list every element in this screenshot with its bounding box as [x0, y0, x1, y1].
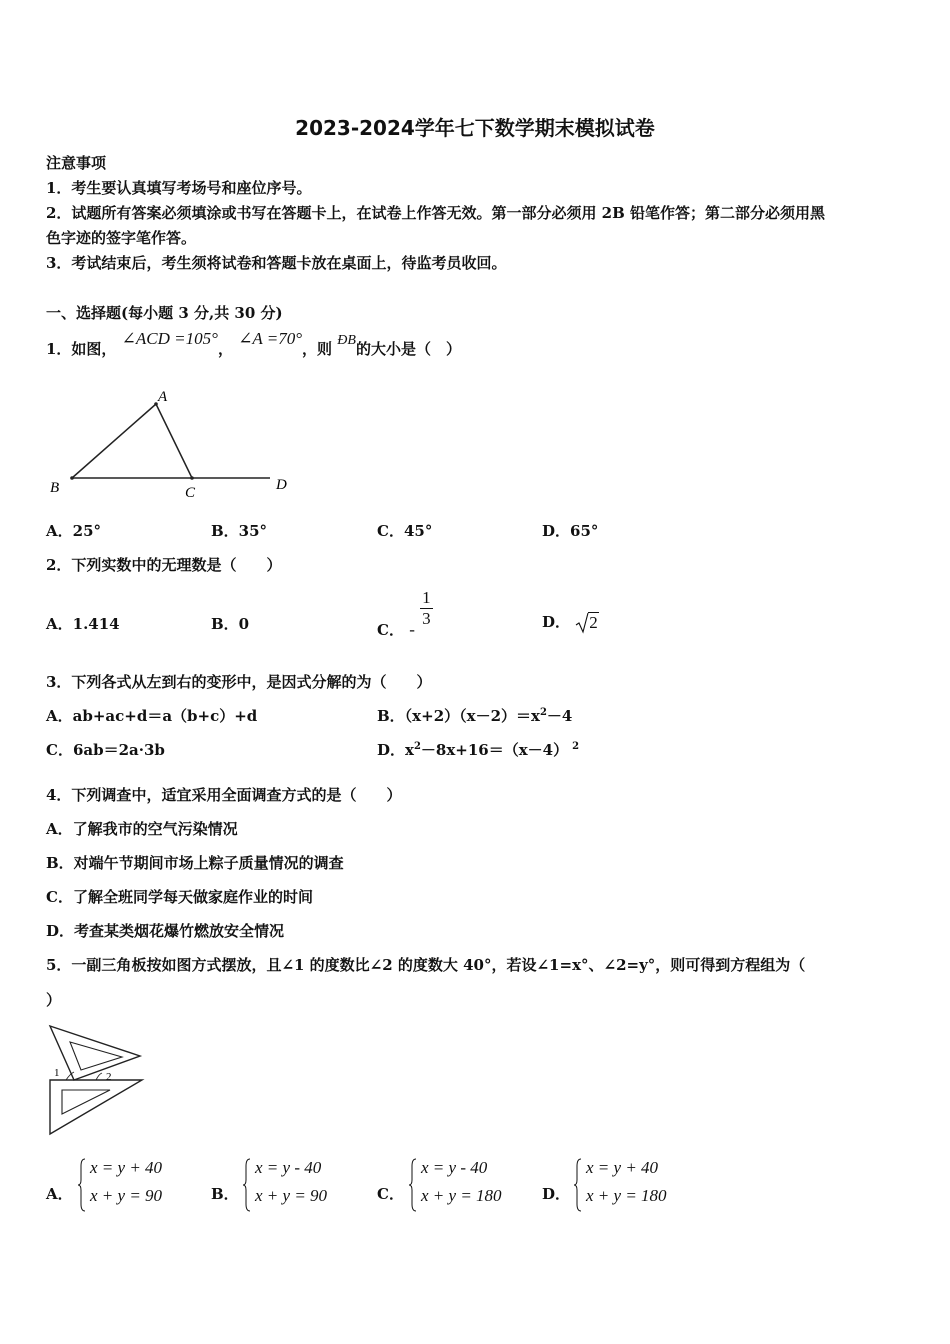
q3-option-d-tail: －8x+16＝（x－4） [420, 741, 569, 759]
q1-label-c: C [185, 485, 196, 501]
notice-item-3: 3．考试结束后，考生须将试卷和答题卡放在桌面上，待监考员收回。 [46, 254, 507, 272]
q3-option-d-exp: 2 [413, 741, 421, 752]
q3-option-b-tail: －4 [546, 707, 573, 725]
q3-option-b-text: B．（x+2）（x－2）＝x [377, 707, 540, 725]
q1-prefix: 1．如图， [46, 340, 117, 358]
q1-angle-b: ÐB [337, 333, 356, 348]
q5-option-b-label[interactable]: B． [211, 1185, 239, 1203]
q2-option-c-label: C． [377, 620, 404, 639]
q3-option-d-text: D．x [377, 741, 414, 759]
q3-stem: 3．下列各式从左到右的变形中，是因式分解的为（ ） [46, 673, 432, 691]
q4-option-b[interactable]: B．对端午节期间市场上粽子质量情况的调查 [46, 854, 344, 872]
q2-option-c-numerator: 1 [422, 588, 431, 607]
q2-option-d[interactable] [542, 611, 601, 634]
q4-option-c[interactable]: C．了解全班同学每天做家庭作业的时间 [46, 888, 313, 906]
page-title: 2023-2024学年七下数学期末模拟试卷 [295, 116, 655, 140]
q5-option-b-eq1: x = y - 40 [255, 1158, 322, 1177]
q5-stem-end: ） [46, 991, 62, 1009]
section-heading: 一、选择题(每小题 3 分,共 30 分) [46, 304, 283, 322]
brace-icon [243, 1158, 251, 1212]
q2-option-d-sqrt [575, 612, 601, 634]
q5-angle-label-2: 2 [106, 1071, 112, 1083]
q1-suffix: 的大小是（ ） [355, 340, 461, 358]
q2-stem: 2．下列实数中的无理数是（ ） [46, 556, 282, 574]
q5-option-a-eq2: x + y = 90 [90, 1186, 163, 1205]
q5-option-d-label[interactable]: D． [542, 1185, 571, 1203]
q3-option-d-exp2: 2 [572, 741, 580, 752]
q1-option-c[interactable]: C．45° [377, 522, 433, 540]
q2-option-b[interactable]: B．0 [211, 615, 250, 633]
q1-angle-a: ∠A =70° [238, 329, 303, 348]
q1-label-a: A [158, 389, 168, 405]
q2-option-d-radicand: 2 [589, 613, 598, 632]
q5-option-b-eq2: x + y = 90 [255, 1186, 328, 1205]
brace-icon [78, 1158, 86, 1212]
q5-option-d-eq2: x + y = 180 [586, 1186, 667, 1205]
q5-set-squares-figure [44, 1022, 154, 1140]
q1-label-b: B [50, 480, 60, 496]
q3-option-b-exp: 2 [539, 707, 547, 718]
q5-option-a-label[interactable]: A． [46, 1185, 73, 1203]
q5-option-d-eq1: x = y + 40 [586, 1158, 659, 1177]
q3-option-b[interactable] [377, 705, 572, 726]
notice-item-2: 2．试题所有答案必须填涂或书写在答题卡上，在试卷上作答无效。第一部分必须用 2B 铅笔作答；第二部分必须用黑 [46, 204, 826, 222]
q2-option-c-fraction [420, 588, 433, 629]
q2-option-c-sign: - [409, 619, 415, 639]
q5-option-c-eq2: x + y = 180 [421, 1186, 502, 1205]
notice-heading: 注意事项 [46, 154, 107, 172]
q2-option-c[interactable] [377, 588, 433, 639]
brace-icon [409, 1158, 417, 1212]
q1-label-d: D [276, 477, 287, 493]
q1-option-b[interactable]: B．35° [211, 522, 268, 540]
q1-mid: ，则 [302, 340, 333, 358]
notice-item-2-cont: 色字迹的签字笔作答。 [46, 229, 197, 247]
q2-option-c-denominator: 3 [422, 609, 431, 628]
q5-stem: 5．一副三角板按如图方式摆放，且∠1 的度数比∠2 的度数大 40°，若设∠1=x°、∠2=y°，则可得到方程组为（ [46, 956, 806, 974]
q3-option-d[interactable] [377, 739, 579, 760]
q1-stem [46, 329, 461, 359]
q1-triangle-figure [44, 385, 304, 505]
notice-item-1: 1．考生要认真填写考场号和座位序号。 [46, 179, 312, 197]
q2-option-a[interactable]: A．1.414 [46, 615, 120, 633]
q3-option-a[interactable]: A．ab+ac+d＝a（b+c）+d [46, 707, 258, 725]
q4-option-d[interactable]: D．考查某类烟花爆竹燃放安全情况 [46, 922, 285, 940]
q1-angle-acd: ∠ACD =105° [121, 329, 218, 348]
q1-sep: ， [217, 340, 233, 358]
q1-option-a[interactable]: A．25° [46, 522, 102, 540]
q5-option-c-eq1: x = y - 40 [421, 1158, 488, 1177]
q4-option-a[interactable]: A．了解我市的空气污染情况 [46, 820, 238, 838]
q5-angle-label-1: 1 [54, 1067, 60, 1079]
q1-option-d[interactable]: D．65° [542, 522, 599, 540]
q4-stem: 4．下列调查中，适宜采用全面调查方式的是（ ） [46, 786, 402, 804]
q3-option-c[interactable]: C．6ab＝2a·3b [46, 741, 165, 759]
q5-option-c-label[interactable]: C． [377, 1185, 404, 1203]
q5-option-a-eq1: x = y + 40 [90, 1158, 163, 1177]
q2-option-d-label: D． [542, 613, 571, 631]
brace-icon [574, 1158, 582, 1212]
sqrt-radical-icon [575, 612, 589, 634]
